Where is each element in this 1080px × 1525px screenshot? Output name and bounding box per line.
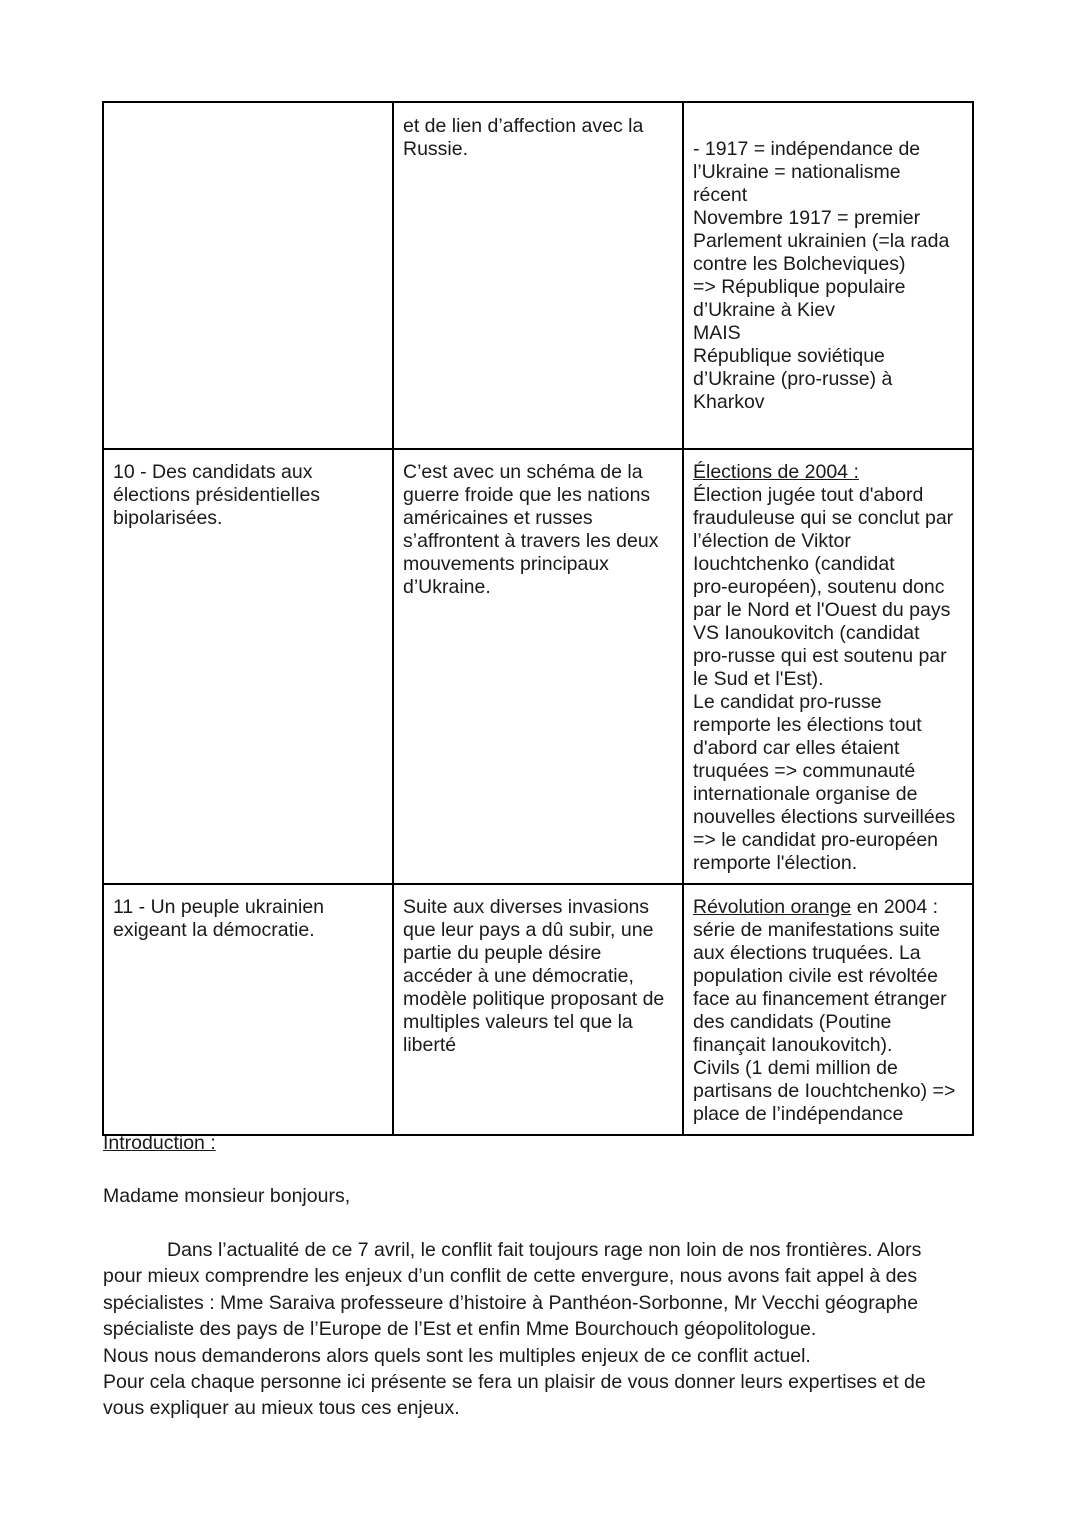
details-heading: Révolution orange en 2004 : — [693, 896, 939, 918]
row-details-cell: Élections de 2004 : Élection jugée tout d'abord frauduleuse qui se conclut par l’élection de Viktor Iouchtchenko (candidat pro-européen), soutenu donc par le Nord et l'Ouest du pays VS Ianoukovitch (candidat pro-russe qui est soutenu par le Sud et l'Est). Le candidat pro-russe remporte les élections tout d'abord car elles étaient truquées => communauté internationale organise de nouvelles élections surveillées => le candidat pro-européen remporte l'élection. — [683, 449, 973, 884]
introduction-paragraph: Dans l’actualité de ce 7 avril, le conflit fait toujours rage non loin de nos frontières. Alors pour mieux comprendre les enjeux d’un conflit de cette envergure, nous avons fait appel à des spécialistes : Mme Saraiva professeure d’histoire à Panthéon-Sorbonne, Mr Vecchi géographe spécialiste des pays de l’Europe de l’Est et enfin Mme Bourchouch géopolitologue. Nous nous demanderons alors quels sont les multiples enjeux de ce conflit actuel. Pour cela chaque personne ici présente se fera un plaisir de vous donner leurs expertises et de vous expliquer au mieux tous ces enjeux. — [103, 1239, 926, 1420]
row-title-cell: 10 - Des candidats aux élections présidentielles bipolarisées. — [103, 449, 393, 884]
notes-table — [102, 101, 974, 1136]
table-row — [103, 884, 973, 1135]
row-title-cell: 11 - Un peuple ukrainien exigeant la démocratie. — [103, 884, 393, 1135]
row-details-cell: Révolution orange en 2004 : série de manifestations suite aux élections truquées. La population civile est révoltée face au financement étranger des candidats (Poutine finançait Ianoukovitch). Civils (1 demi million de partisans de Iouchtchenko) => place de l’indépendance — [683, 884, 973, 1135]
introduction-heading: Introduction : — [103, 1132, 216, 1154]
row-explanation-cell: C’est avec un schéma de la guerre froide que les nations américaines et russes s’affrontent à travers les deux mouvements principaux d’Ukraine. — [393, 449, 683, 884]
row-explanation-cell: et de lien d’affection avec la Russie. — [393, 102, 683, 449]
greeting-line: Madame monsieur bonjours, — [103, 1185, 351, 1207]
row-details-cell: - 1917 = indépendance de l’Ukraine = nationalisme récent Novembre 1917 = premier Parlement ukrainien (=la rada contre les Bolcheviques) => République populaire d’Ukraine à Kiev MAIS République soviétique d’Ukraine (pro-russe) à Kharkov — [683, 102, 973, 449]
table-row — [103, 102, 973, 449]
details-heading: Élections de 2004 : — [693, 461, 859, 483]
row-title-cell — [103, 102, 393, 449]
row-explanation-cell: Suite aux diverses invasions que leur pays a dû subir, une partie du peuple désire accéder à une démocratie, modèle politique proposant de multiples valeurs tel que la liberté — [393, 884, 683, 1135]
table-row — [103, 449, 973, 884]
